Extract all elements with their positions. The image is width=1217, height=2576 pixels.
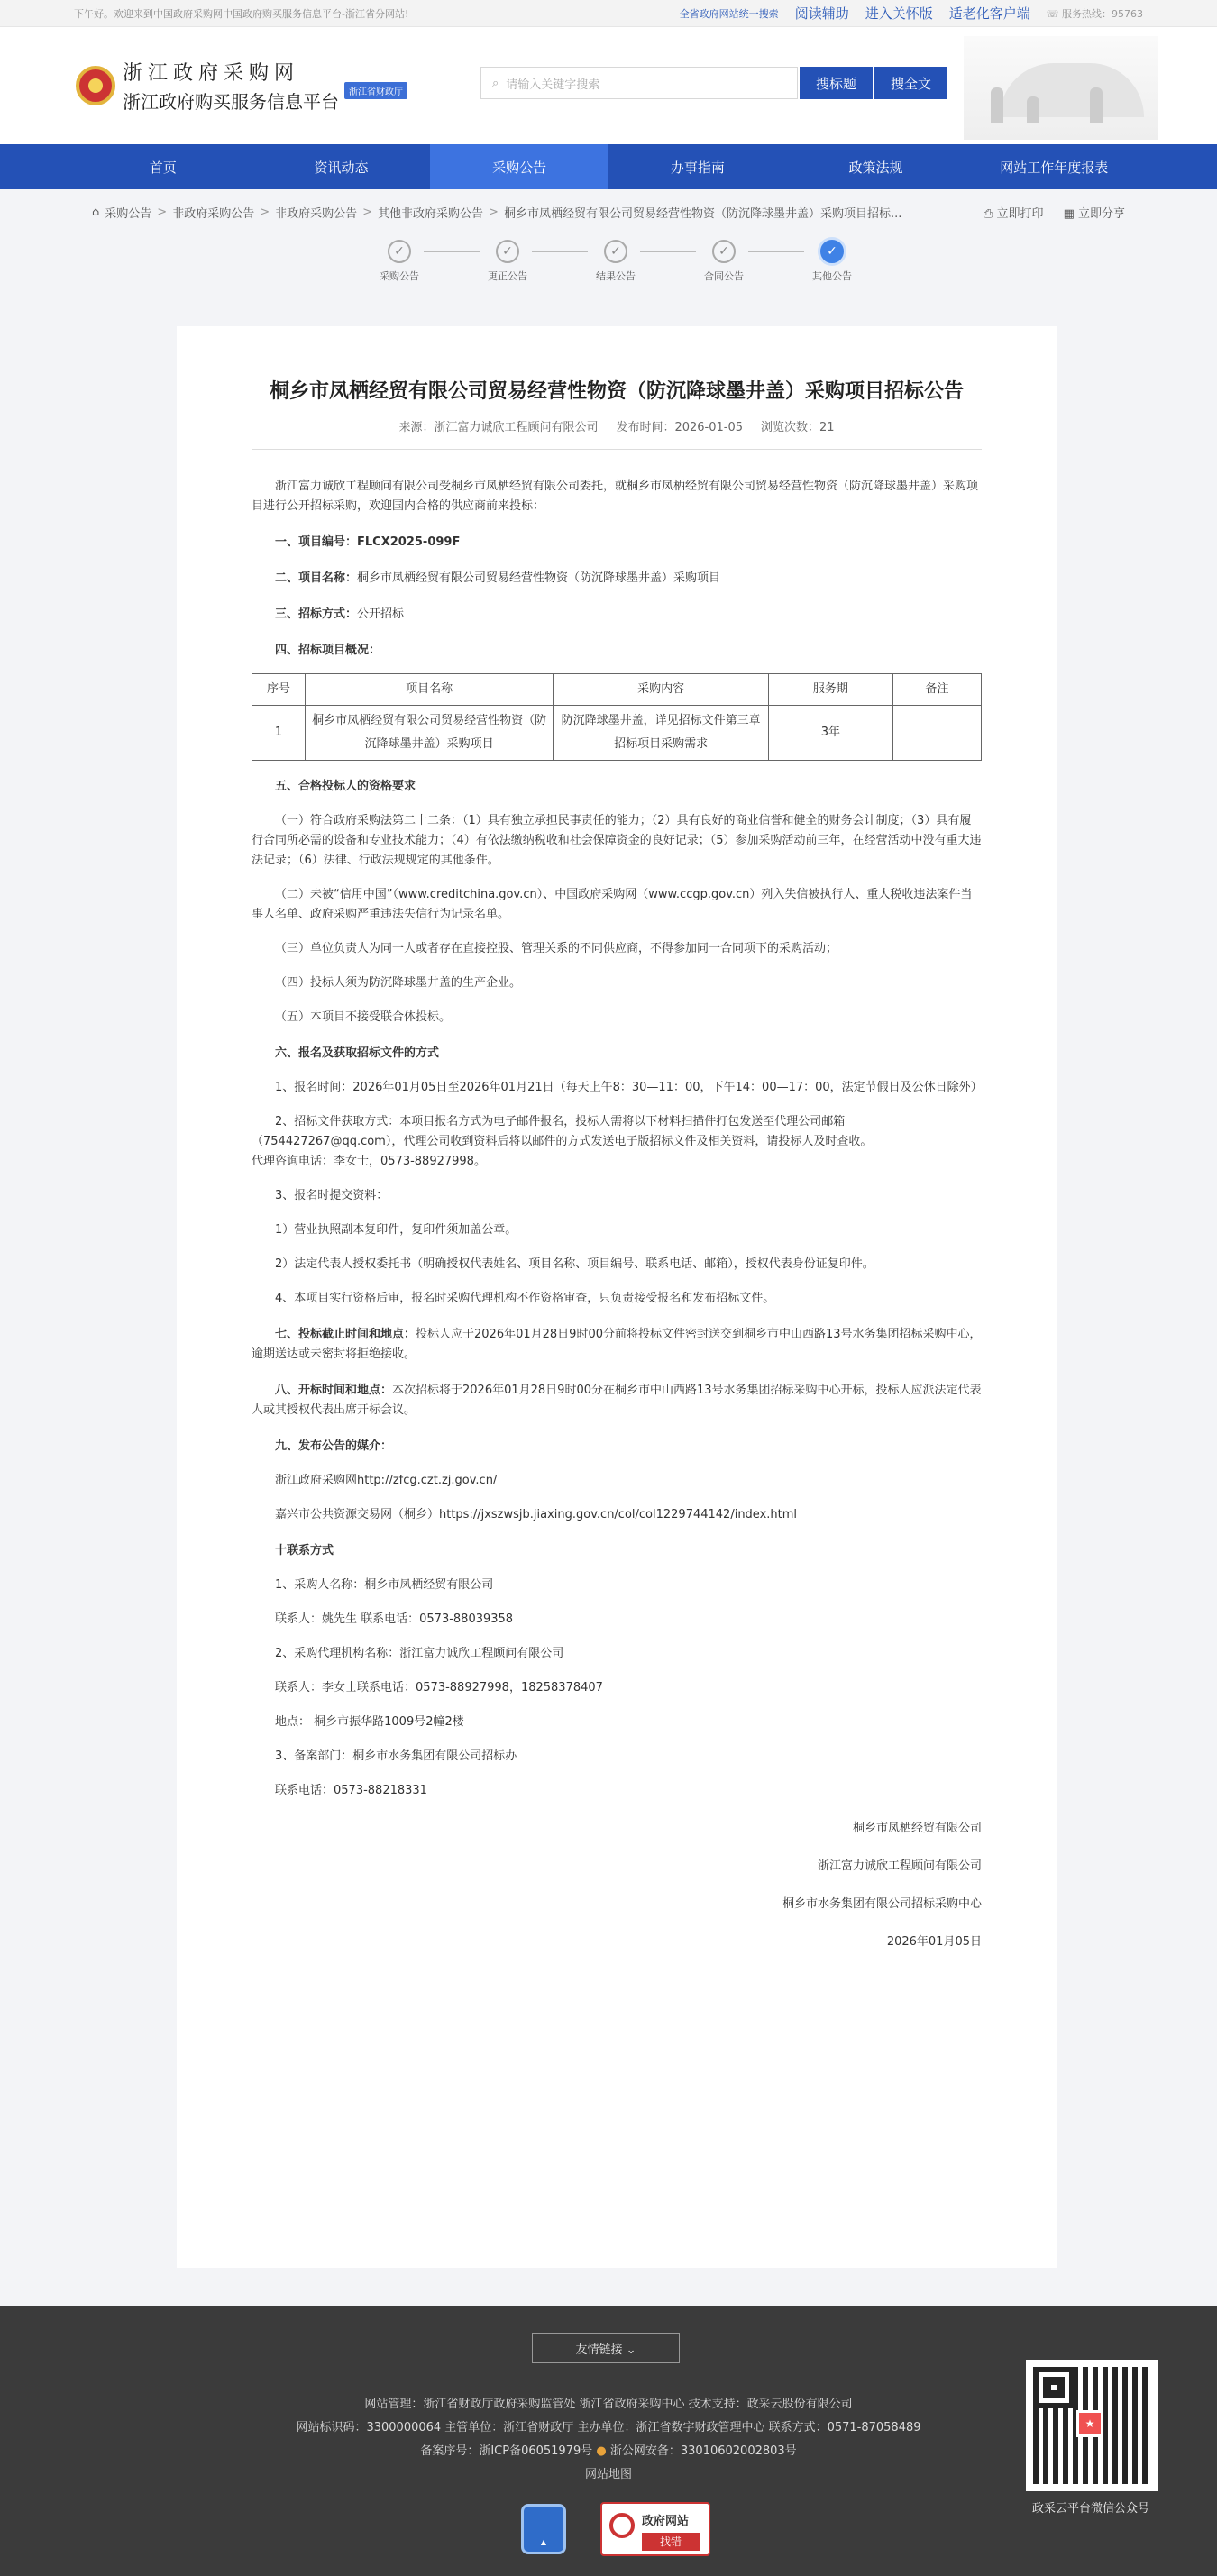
check-icon: ✓ (820, 240, 844, 263)
paragraph: 4、本项目实行资格后审，报名时采购代理机构不作资格审查，只负责接受报名和发布招标文件。 (275, 1292, 775, 1305)
section-opening: 八、开标时间和地点：本次招标将于2026年01月28日9时00分在桐乡市中山西路13号水务集团招标采购中心开标，投标人应派法定代表人或其授权代表出席开标会议。 (252, 1384, 982, 1417)
paragraph: 3、报名时提交资料： (275, 1189, 389, 1202)
contact-line: 1、采购人名称：桐乡市凤栖经贸有限公司 (275, 1578, 494, 1592)
breadcrumb-current: 桐乡市凤栖经贸有限公司贸易经营性物资（防沉降球墨井盖）采购项目招标... (503, 206, 902, 221)
table-row: 1 桐乡市凤栖经贸有限公司贸易经营性物资（防沉降球墨井盖）采购项目 防沉降球墨井盖，详见招标文件第三章招标项目采购需求 3年 (252, 706, 982, 761)
main-nav (0, 144, 1217, 189)
check-icon: ✓ (496, 240, 519, 263)
contact-line: 联系人：姚先生 联系电话：0573-88039358 (275, 1612, 514, 1626)
table-header: 项目名称 (305, 674, 553, 706)
step-correction[interactable]: ✓ 更正公告 (480, 240, 535, 283)
section-deadline: 七、投标截止时间和地点：投标人应于2026年01月28日9时00分前将投标文件密封送交到桐乡市中山西路13号水务集团招标采购中心，逾期送达或未密封将拒绝接收。 (252, 1328, 982, 1361)
friendly-links-dropdown[interactable]: 友情链接 ⌄ (532, 2333, 680, 2363)
magnifier-icon (609, 2513, 635, 2538)
section-qualifications: 五、合格投标人的资格要求 (275, 780, 416, 793)
step-contract[interactable]: ✓ 合同公告 (697, 240, 751, 283)
qrcode-logo-icon: ★ (1076, 2410, 1103, 2437)
section-bid-method: 三、招标方式：公开招标 (275, 607, 405, 621)
paragraph: 2、招标文件获取方式：本项目报名方式为电子邮件报名，投标人需将以下材料扫描件打包发送至代理公司邮箱（754427267@qq.com），代理公司收到资料后将以邮件的方式发送电子版招标文件及相关资料，请投标人及时查收。 (252, 1115, 873, 1148)
section-media: 九、发布公告的媒介： (275, 1439, 393, 1453)
notice-type-steps (0, 234, 1217, 306)
party-org-badge-icon[interactable]: ▲ (521, 2504, 566, 2554)
paragraph: 1）营业执照副本复印件，复印件须加盖公章。 (275, 1223, 517, 1237)
hotline-text: ☏ 服务热线：95763 (1046, 7, 1143, 20)
elder-client-link[interactable]: 适老化客户端 (948, 5, 1030, 22)
signature-purchaser: 桐乡市凤栖经贸有限公司 (852, 1822, 982, 1835)
paragraph: （五）本项目不接受联合体投标。 (275, 1010, 452, 1024)
search-input[interactable]: ⌕ 请输入关键字搜索 (480, 67, 798, 99)
signature-date: 2026年01月05日 (886, 1935, 982, 1949)
police-badge-icon: ● (596, 2444, 607, 2458)
article-intro: 浙江富力诚欣工程顾问有限公司受桐乡市凤栖经贸有限公司委托，就桐乡市凤栖经贸有限公司贸易经营性物资（防沉降球墨井盖）采购项目进行公开招标采购，欢迎国内合格的供应商前来投标： (252, 480, 979, 513)
qrcode-caption: 政采云平台微信公众号 (1031, 2502, 1149, 2516)
article-meta: 来源：浙江富力诚欣工程顾问有限公司 发布时间：2026-01-05 浏览次数：21 (252, 418, 982, 450)
site-header (0, 27, 1217, 144)
reading-aid-link[interactable]: 阅读辅助 (794, 5, 849, 22)
search-bar (480, 67, 947, 99)
contact-line: 联系电话：0573-88218331 (275, 1784, 427, 1797)
table-header: 备注 (892, 674, 981, 706)
signature-center: 桐乡市水务集团有限公司招标采购中心 (782, 1897, 982, 1911)
site-logo-text[interactable]: 浙江政府采购网 浙江政府购买服务信息平台 (123, 62, 339, 113)
nav-procurement-notice[interactable]: 采购公告 (430, 144, 608, 189)
nav-news[interactable]: 资讯动态 (314, 159, 369, 176)
contact-line: 3、备案部门：桐乡市水务集团有限公司招标办 (275, 1749, 517, 1763)
search-icon: ⌕ (492, 76, 499, 90)
nav-guide[interactable]: 办事指南 (670, 159, 725, 176)
contact-line: 联系人：李女士联系电话：0573-88927998，18258378407 (275, 1681, 603, 1694)
paragraph: 1、报名时间：2026年01月05日至2026年01月21日（每天上午8：30—11：00，下午14：00—17：00，法定节假日及公休日除外） (275, 1081, 983, 1094)
nav-home[interactable]: 首页 (149, 159, 177, 176)
care-version-link[interactable]: 进入关怀版 (865, 5, 933, 22)
footer-line: 备案序号：浙ICP备06051979号 ● 浙公网安备：33010602002803号 (420, 2444, 797, 2458)
step-result[interactable]: ✓ 结果公告 (589, 240, 643, 283)
table-header: 采购内容 (554, 674, 769, 706)
section-project-number: 一、项目编号：FLCX2025-099F (275, 535, 461, 549)
contact-line: 2、采购代理机构名称：浙江富力诚欣工程顾问有限公司 (275, 1647, 564, 1660)
breadcrumb-item[interactable]: 非政府采购公告 (275, 206, 358, 221)
footer-line: 网站管理：浙江省财政厅政府采购监管处 浙江省政府采购中心 技术支持：政采云股份有限公司 (364, 2398, 853, 2411)
media-link[interactable]: 浙江政府采购网http://zfcg.czt.zj.gov.cn/ (275, 1474, 498, 1487)
article-title: 桐乡市凤栖经贸有限公司贸易经营性物资（防沉降球墨井盖）采购项目招标公告 (269, 380, 964, 403)
section-contacts: 十联系方式 (275, 1544, 334, 1557)
search-title-button[interactable]: 搜标题 (800, 67, 873, 99)
search-all-link[interactable]: 全省政府网站统一搜索 (679, 7, 779, 20)
paragraph: （一）符合政府采购法第二十二条：（1）具有独立承担民事责任的能力；（2）具有良好的商业信誉和健全的财务会计制度；（3）具有履行合同所必需的设备和专业技术能力；（4）有依法缴纳税收和社会保障资金的良好记录；（5）参加采购活动前三年，在经营活动中没有重大违法记录；（6）法律、行政法规规定的其他条件。 (252, 814, 982, 867)
paragraph: 代理咨询电话：李女士，0573-88927998。 (252, 1155, 486, 1168)
paragraph: （三）单位负责人为同一人或者存在直接控股、管理关系的不同供应商，不得参加同一合同项下的采购活动； (275, 942, 838, 955)
qrcode-icon: ▦ (1063, 206, 1078, 221)
home-icon[interactable]: ⌂ (92, 205, 100, 219)
footer-line: 网站标识码：3300000064 主管单位：浙江省财政厅 主办单位：浙江省数字财政管理中心 联系方式：0571-87058489 (296, 2421, 921, 2434)
section-registration: 六、报名及获取招标文件的方式 (275, 1046, 440, 1060)
sitemap-link[interactable]: 网站地图 (584, 2468, 632, 2481)
check-icon: ✓ (604, 240, 627, 263)
national-emblem-logo[interactable] (76, 66, 115, 105)
breadcrumb-item[interactable]: 其他非政府采购公告 (378, 206, 484, 221)
article-card (177, 326, 1057, 2268)
section-project-name: 二、项目名称：桐乡市凤栖经贸有限公司贸易经营性物资（防沉降球墨井盖）采购项目 (275, 571, 721, 585)
print-button[interactable]: ⎙ 立即打印 (984, 206, 1044, 221)
phone-icon: ☏ (1046, 7, 1062, 20)
project-overview-table (252, 673, 982, 761)
dept-badge: 浙江省财政厅 (344, 82, 407, 99)
search-fulltext-button[interactable]: 搜全文 (874, 67, 947, 99)
share-button[interactable]: ▦ 立即分享 (1063, 206, 1125, 221)
breadcrumb: ⌂ 采购公告 > 非政府采购公告 > 非政府采购公告 > 其他非政府采购公告 > 桐乡市凤栖经贸有限公司贸易经营性物资（防沉降球墨井盖）采购项目招标... ⎙ 立即打印 ▦ 立即分享 (92, 205, 1125, 221)
paragraph: （二）未被“信用中国”（www.creditchina.gov.cn）、中国政府采购网（www.ccgp.gov.cn）列入失信被执行人、重大税收违法案件当事人名单、政府采购严重违法失信行为记录名单。 (252, 888, 973, 921)
nav-policy[interactable]: 政策法规 (848, 159, 903, 176)
nav-annual-report[interactable]: 网站工作年度报表 (1000, 159, 1109, 176)
greeting-text: 下午好。欢迎来到中国政府采购网中国政府购买服务信息平台-浙江省分网站! (74, 7, 409, 20)
site-footer (0, 2306, 1217, 2576)
table-header: 服务期 (769, 674, 893, 706)
breadcrumb-item[interactable]: 非政府采购公告 (172, 206, 255, 221)
step-procurement[interactable]: ✓ 采购公告 (372, 240, 426, 283)
paragraph: 2）法定代表人授权委托书（明确授权代表姓名、项目名称、项目编号、联系电话、邮箱），授权代表身份证复印件。 (275, 1257, 874, 1271)
media-link[interactable]: 嘉兴市公共资源交易网（桐乡）https://jxszwsjb.jiaxing.gov.cn/col/col1229744142/index.html (275, 1508, 798, 1521)
header-landscape-decoration (964, 36, 1158, 140)
contact-line: 地点： 桐乡市振华路1009号2幢2楼 (275, 1715, 464, 1729)
check-icon: ✓ (712, 240, 736, 263)
check-icon: ✓ (388, 240, 411, 263)
printer-icon: ⎙ (984, 206, 997, 221)
top-bar (0, 0, 1217, 27)
breadcrumb-item[interactable]: 采购公告 (105, 206, 152, 221)
table-header: 序号 (252, 674, 306, 706)
gov-site-error-report-badge[interactable]: 政府网站 找错 (600, 2502, 710, 2556)
step-other[interactable]: ✓ 其他公告 (805, 240, 859, 283)
wechat-qrcode (1026, 2360, 1158, 2491)
paragraph: （四）投标人须为防沉降球墨井盖的生产企业。 (275, 976, 522, 990)
section-overview: 四、招标项目概况： (275, 644, 381, 657)
signature-agency: 浙江富力诚欣工程顾问有限公司 (817, 1859, 982, 1873)
